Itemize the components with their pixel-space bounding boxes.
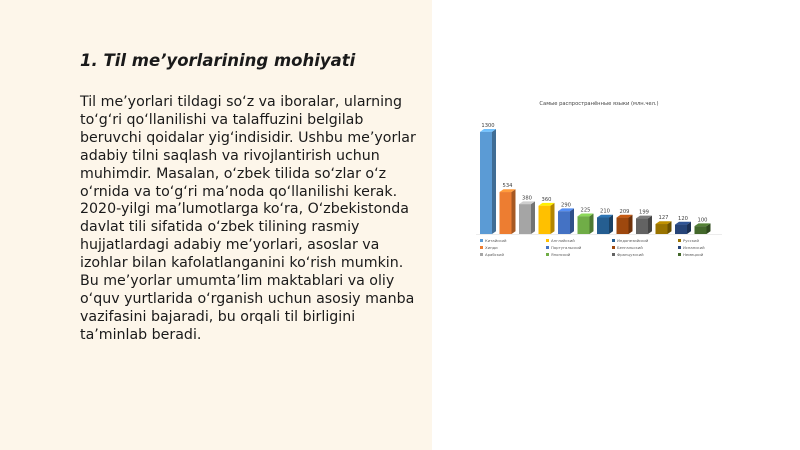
bar (695, 223, 711, 234)
bar-front (558, 211, 570, 234)
bar (636, 216, 652, 234)
legend-label: Хинди (485, 245, 498, 250)
bar-side (492, 129, 496, 234)
data-label: 100 (697, 217, 708, 224)
bar-front (519, 204, 531, 234)
legend-entry (480, 238, 507, 243)
legend-label: Испанский (683, 245, 705, 250)
bar-front (656, 224, 668, 234)
legend-entry (678, 245, 705, 250)
bar-side (609, 215, 613, 234)
data-label: 290 (561, 202, 571, 209)
legend-swatch (612, 253, 615, 256)
bar-side (648, 216, 652, 234)
legend-swatch (678, 253, 681, 256)
data-label: 1300 (481, 123, 495, 130)
bar (578, 214, 594, 234)
bar-front (578, 216, 590, 234)
legend-entry (546, 252, 571, 257)
legend-entry (480, 245, 498, 250)
chart-svg (476, 96, 726, 266)
data-label: 534 (502, 183, 513, 190)
legend-swatch (480, 246, 483, 249)
bar (656, 221, 672, 234)
bar-chart (476, 96, 726, 266)
bar (597, 215, 613, 234)
data-label: 127 (658, 215, 669, 222)
chart-title: Самые распространённые языки (млн.чел.) (539, 101, 659, 107)
legend-swatch (546, 246, 549, 249)
legend-swatch (546, 239, 549, 242)
legend-entry (678, 252, 704, 257)
bar-front (636, 218, 648, 234)
bar-side (512, 189, 516, 234)
bar (558, 208, 574, 234)
bar-side (629, 215, 633, 234)
bar (519, 201, 535, 234)
bar-side (570, 208, 574, 234)
data-label: 210 (600, 208, 610, 215)
bar-front (675, 225, 687, 234)
legend-entry (546, 238, 575, 243)
bar-side (590, 214, 594, 234)
legend-entry (678, 238, 699, 243)
bar (480, 129, 496, 234)
legend-swatch (480, 253, 483, 256)
legend-label: Английский (551, 238, 575, 243)
legend-swatch (612, 246, 615, 249)
legend-label: Индонезийский (617, 238, 649, 243)
legend-entry (612, 238, 649, 243)
bar-front (597, 218, 609, 235)
slide-heading: 1. Til me’yorlarining mohiyati (80, 51, 356, 70)
bar (617, 215, 633, 234)
legend-label: Немецкий (683, 252, 704, 257)
legend-swatch (480, 239, 483, 242)
legend-label: Китайский (485, 238, 507, 243)
legend-entry (612, 252, 644, 257)
legend-swatch (678, 239, 681, 242)
legend-entry (546, 245, 582, 250)
bar (675, 222, 691, 234)
slide-paragraph: Til me’yorlari tildagi so‘z va iboralar, ularning to‘g‘ri qo‘llanilishi va talaffuzini belgilab beruvchi qoidalar yig‘indisidir. Ushbu me’yorlar adabiy tilni saqlash va rivojlantirish uchun muhimdir. Masalan, o‘zbek tilida so‘zlar o‘z o‘rnida va to‘g‘ri ma’noda qo‘llanilishi kerak. 2020-yilgi ma’lumotlarga ko‘ra, O‘zbekistonda davlat tili sifatida o‘zbek tilining rasmiy hujjatlardagi adabiy me’yorlari, asoslar va izohlar bilan kafolatlanganini ko‘rish mumkin. Bu me’yorlar umumta’lim maktablari va oliy o‘quv yurtlarida o‘rganish uchun asosiy manba vazifasini bajaradi, bu orqali til birligini ta’minlab beradi. (80, 94, 416, 343)
legend-entry (480, 252, 505, 257)
legend-entry (612, 245, 643, 250)
data-label: 199 (639, 209, 649, 216)
legend (480, 238, 705, 257)
legend-label: Французский (617, 252, 644, 257)
legend-swatch (546, 253, 549, 256)
bar-front (617, 218, 629, 234)
bar-side (551, 203, 555, 234)
data-label: 120 (678, 215, 688, 222)
legend-label: Арабский (485, 252, 504, 257)
bar-front (539, 206, 551, 234)
bar-side (531, 201, 535, 234)
legend-label: Русский (683, 238, 699, 243)
bar (500, 189, 516, 234)
legend-swatch (612, 239, 615, 242)
bar-front (480, 132, 492, 234)
data-label: 209 (619, 208, 630, 215)
data-label: 360 (541, 196, 552, 203)
legend-swatch (678, 246, 681, 249)
data-label: 380 (522, 195, 532, 202)
bar-front (695, 226, 707, 234)
bar-front (500, 192, 512, 234)
legend-label: Португальский (551, 245, 582, 250)
bar (539, 203, 555, 234)
data-label: 225 (580, 207, 591, 214)
legend-label: Бенгальский (617, 245, 643, 250)
legend-label: Японский (551, 252, 571, 257)
